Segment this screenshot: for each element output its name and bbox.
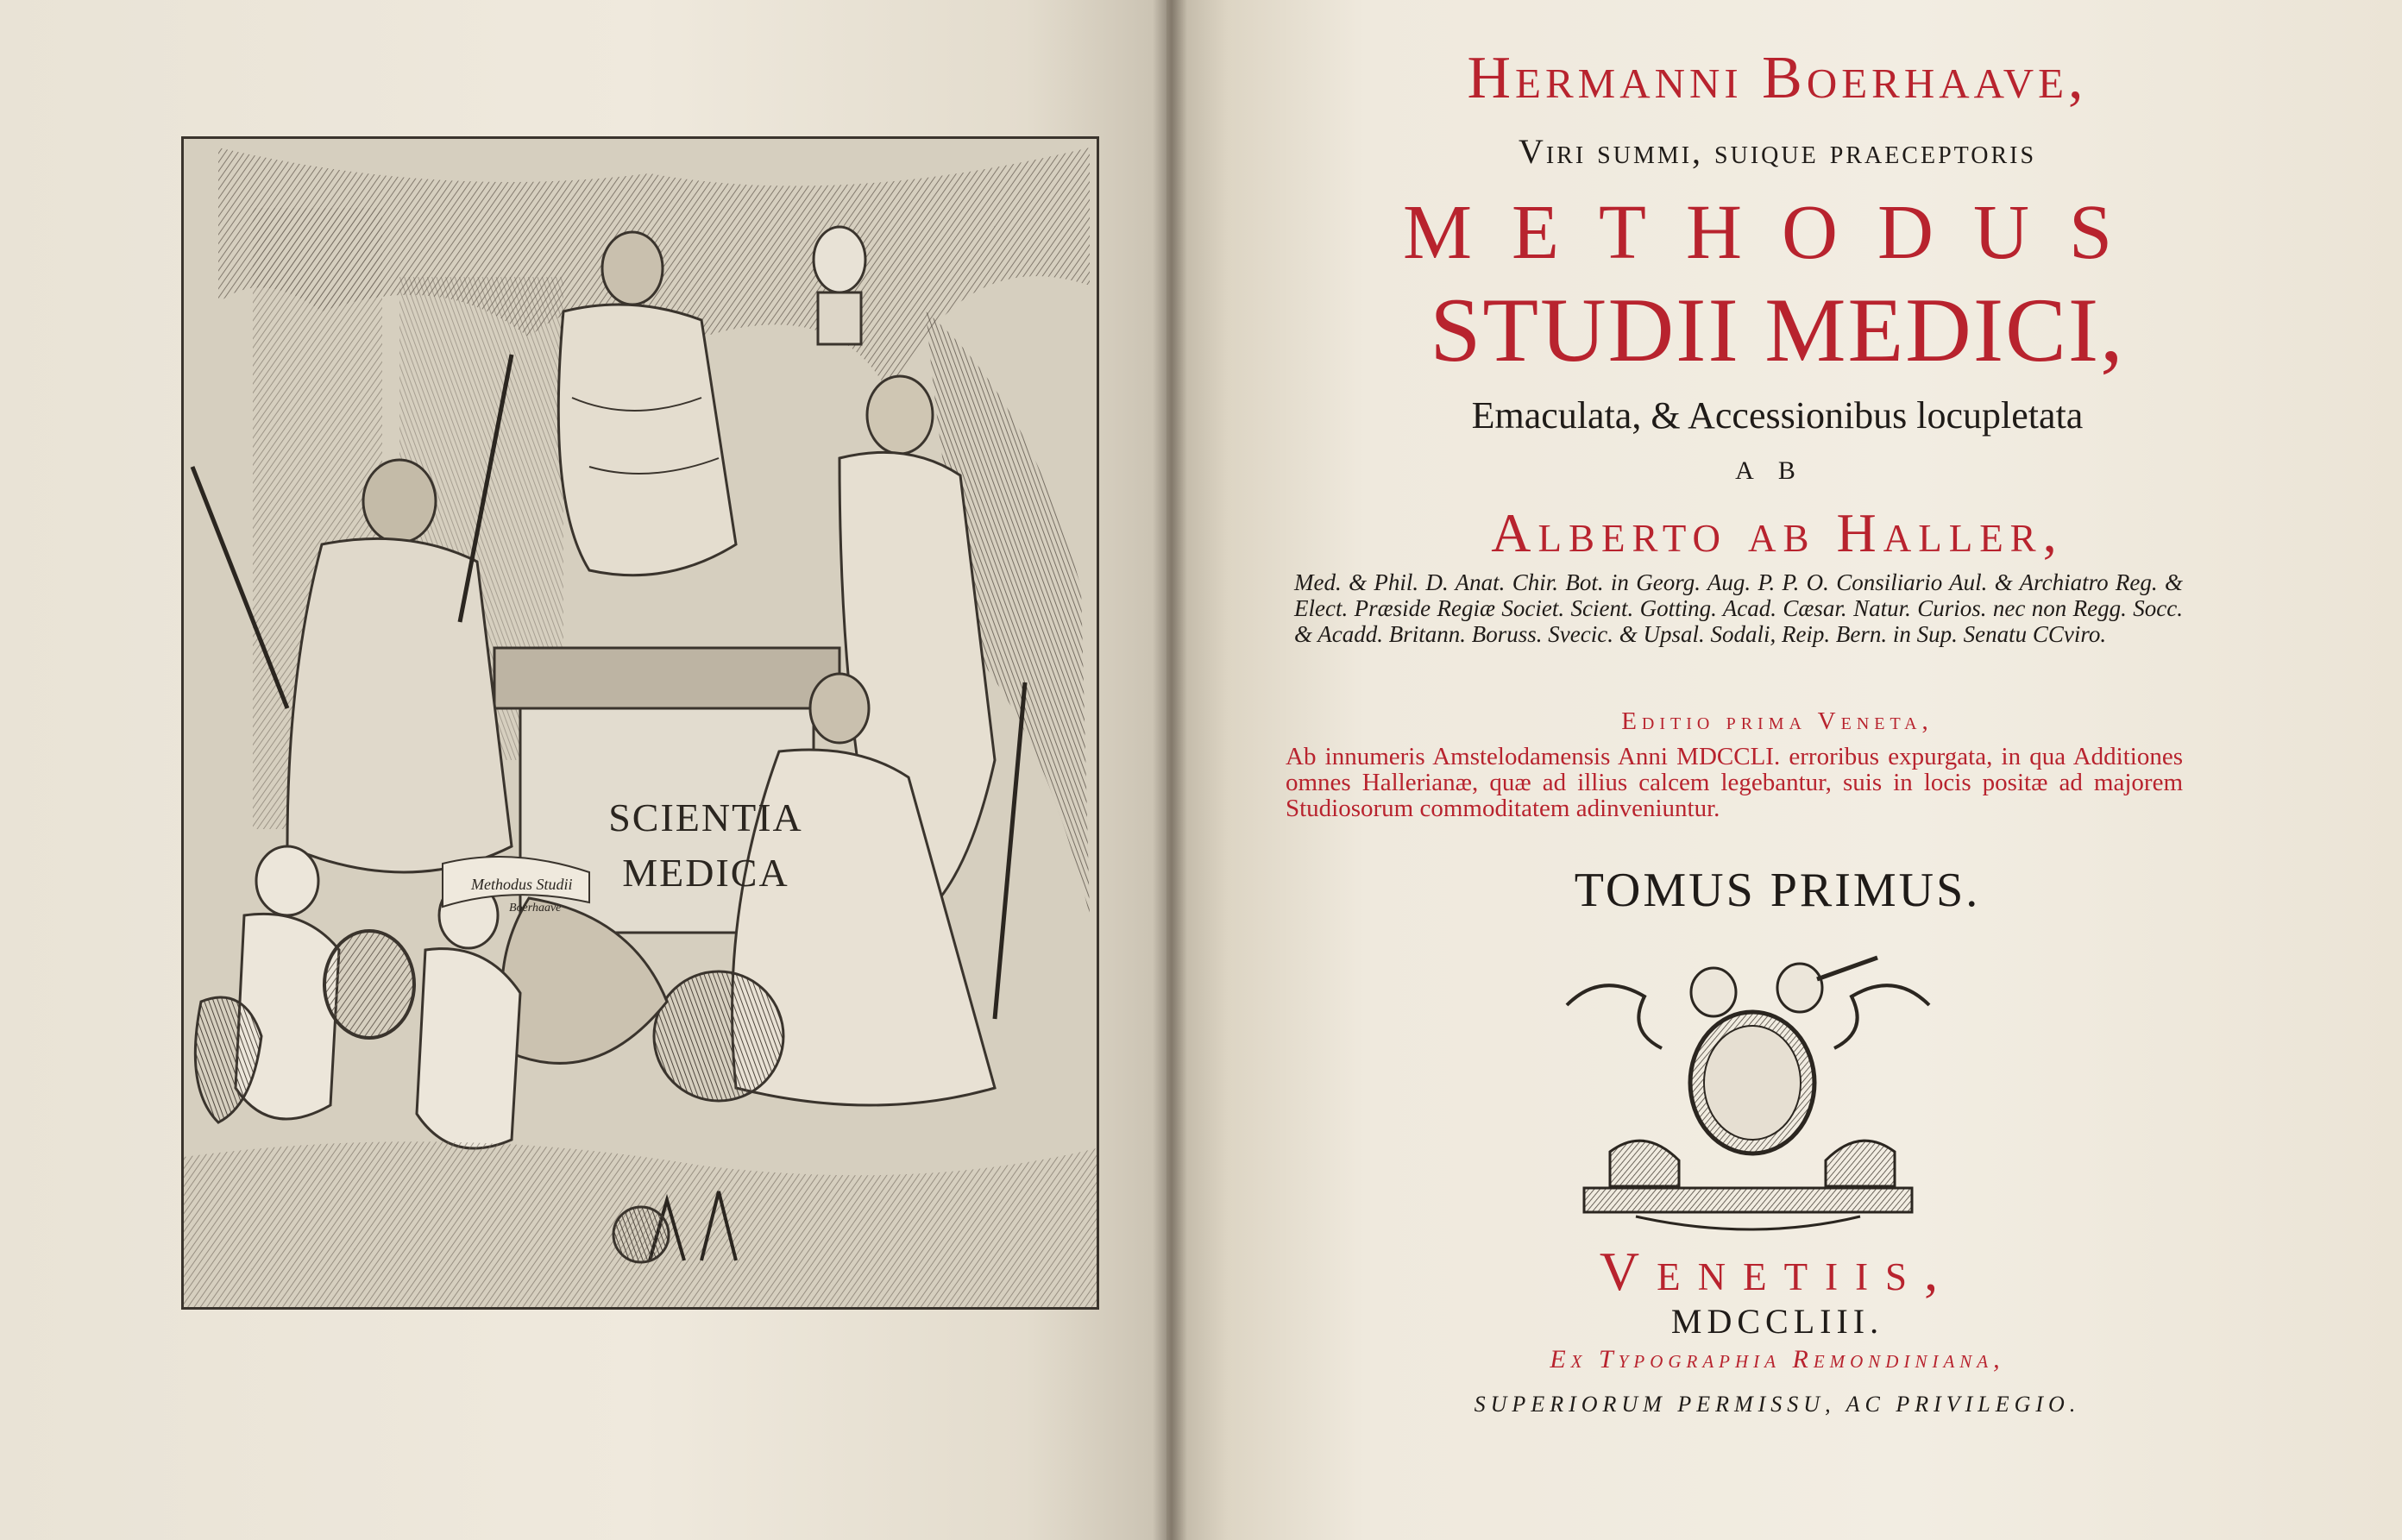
title-line-1: METHODUS — [1402, 190, 2152, 275]
bearded-figure — [867, 376, 933, 454]
sphinx-right — [1826, 1141, 1895, 1186]
printer-vignette — [1550, 953, 1946, 1234]
globe — [654, 971, 783, 1101]
book-gutter — [1153, 0, 1187, 1540]
volume-label: TOMUS PRIMUS. — [1574, 864, 1981, 917]
pedestal-top — [494, 648, 839, 708]
editor-credentials: Med. & Phil. D. Anat. Chir. Bot. in Georg. Aug. P. P. O. Consiliario Aul. & Archiatro Reg. & Elect. Præside Regiæ Societ. Scient. Gotting. Acad. Cæsar. Natur. Curios. nec non Regg. Socc. & Acadd. Britann. Boruss. Svecic. & Upsal. Sodali, Reip. Bern. in Sup. Senatu CCviro. — [1294, 569, 2183, 647]
engraved-frontispiece — [181, 136, 1099, 1310]
author-name: Hermanni Boerhaave, — [1467, 45, 2088, 111]
helmeted-figure — [363, 460, 436, 543]
portrait-medallion — [324, 931, 414, 1038]
vignette-base — [1584, 1188, 1912, 1212]
scroll-text-2: Boerhaave — [509, 902, 562, 915]
pedestal-caption — [576, 790, 835, 901]
putto — [256, 846, 318, 915]
cherub-icon — [1691, 968, 1736, 1016]
engraving-illustration — [184, 139, 1097, 1307]
scroll-text-1: Methodus Studii — [471, 876, 573, 893]
ab-connector: AB — [1735, 456, 1820, 485]
edition-statement: Editio prima Veneta, — [1621, 707, 1934, 735]
left-page-frontispiece — [0, 0, 1166, 1540]
bust — [814, 227, 865, 292]
edited-statement: Emaculata, & Accessionibus locupletata — [1471, 394, 2084, 437]
title-line-2: STUDII MEDICI, — [1430, 280, 2125, 380]
edition-note: Ab innumeris Amstelodamensis Anni MDCCLI. erroribus expurgata, in qua Additiones omnes Hallerianæ, quæ ad illius calcem legebantur, suis in locis positæ ad majorem Studiosorum commoditatem adinveniuntur. — [1286, 743, 2183, 822]
editor-name: Alberto ab Haller, — [1491, 502, 2064, 563]
imprint-printer: Ex Typographia Remondiniana, — [1550, 1345, 2005, 1373]
cherub-trumpet-icon — [1777, 964, 1822, 1012]
imprint-year: MDCCLIII. — [1670, 1302, 1884, 1341]
caption-line-1: SCIENTIA — [608, 795, 803, 839]
author-subtitle: Viri summi, suique praeceptoris — [1518, 132, 2037, 171]
sphinx-left — [1610, 1141, 1679, 1186]
imprint-city: Venetiis, — [1599, 1241, 1956, 1302]
laureate-head — [602, 232, 663, 305]
imprint-privilege: SUPERIORUM PERMISSU, AC PRIVILEGIO. — [1474, 1392, 2081, 1417]
caption-line-2: MEDICA — [622, 851, 789, 895]
